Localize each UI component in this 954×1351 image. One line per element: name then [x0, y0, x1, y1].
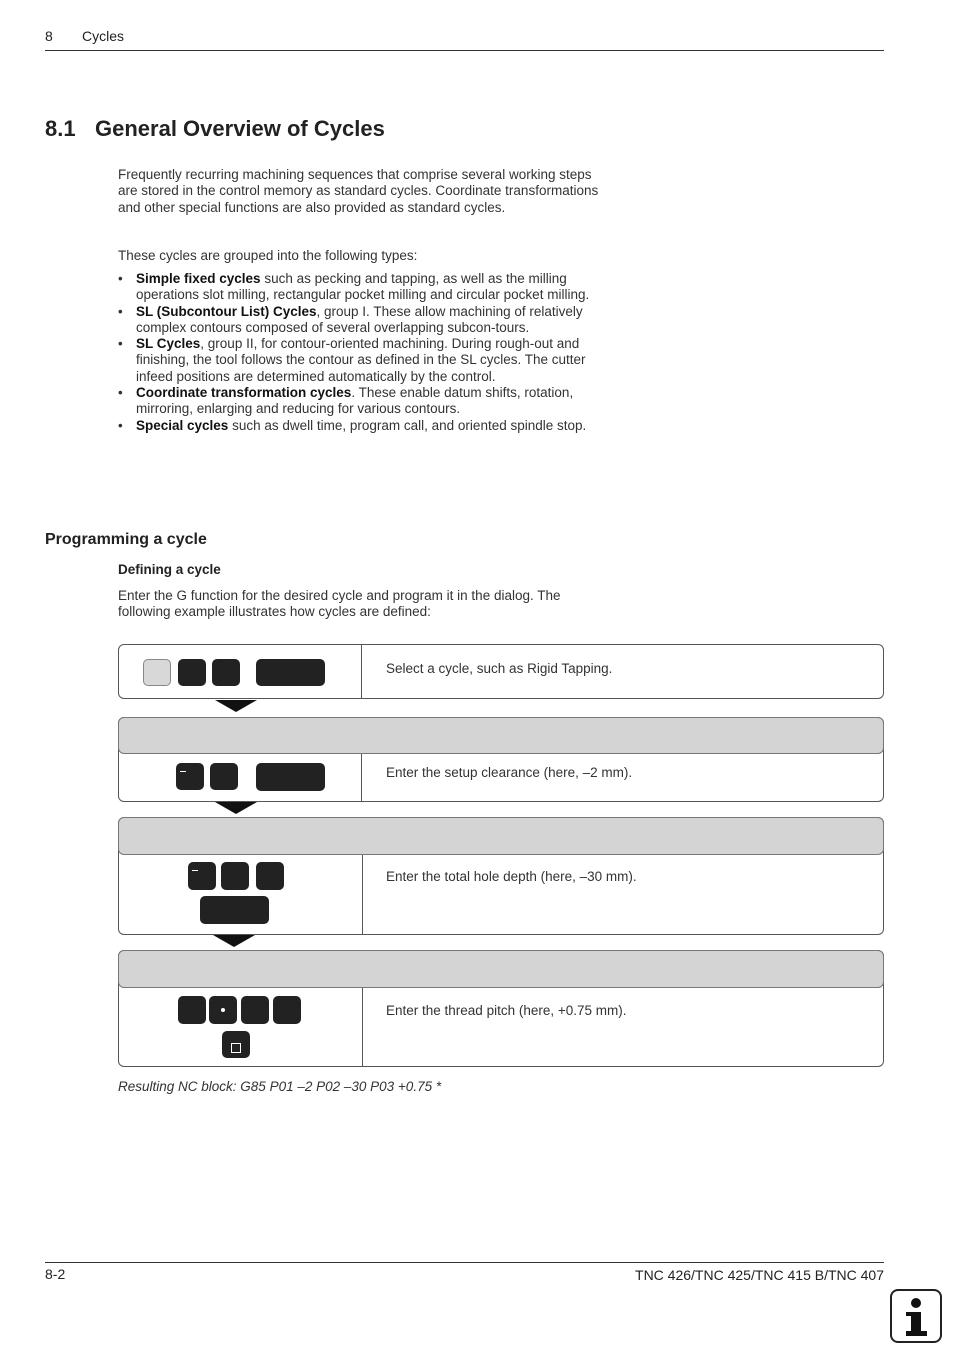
- digit-key[interactable]: [256, 862, 284, 890]
- decimal-point-key[interactable]: [209, 996, 237, 1024]
- dialog-bar: [118, 817, 884, 855]
- list-item-bold: Special cycles: [136, 417, 229, 433]
- list-item-text: , group I. These allow machining of relatively complex contours composed of several overlapping subcon-tours.: [136, 303, 583, 335]
- list-item-bold: SL (Subcontour List) Cycles: [136, 303, 317, 319]
- cycl-def-key[interactable]: [143, 659, 171, 686]
- step-1-description: Select a cycle, such as Rigid Tapping.: [386, 661, 613, 676]
- end-block-key[interactable]: [222, 1031, 250, 1058]
- info-icon: [890, 1289, 942, 1343]
- step-2-description: Enter the setup clearance (here, –2 mm).: [386, 765, 633, 780]
- intro-text-1: Frequently recurring machining sequences that comprise several working steps are stored in the control memory as standard cycles. Coordinate transformations and other special functions are also provided as standard cycles.: [118, 167, 599, 215]
- step-4-divider: [362, 988, 363, 1066]
- list-item: [118, 304, 603, 337]
- defining-subheading: Defining a cycle: [118, 562, 221, 577]
- digit-key[interactable]: [178, 996, 206, 1024]
- step-1-divider: [361, 645, 362, 698]
- digit-key[interactable]: [212, 659, 240, 686]
- info-icon-base: [906, 1331, 927, 1336]
- minus-icon: [192, 870, 198, 871]
- digit-key[interactable]: [221, 862, 249, 890]
- header-page-number: 8: [45, 28, 53, 44]
- down-arrow-icon: [215, 802, 257, 814]
- info-icon-stem: [911, 1312, 921, 1332]
- down-arrow-icon: [215, 700, 257, 712]
- defining-text: Enter the G function for the desired cycle and program it in the dialog. The following example illustrates how cycles are defined:: [118, 588, 561, 620]
- list-item-text: , group II, for contour-oriented machining. During rough-out and finishing, the tool follows the contour as defined in the SL cycles. The cutter infeed positions are determined automatically by the control.: [136, 336, 586, 384]
- step-3-description: Enter the total hole depth (here, –30 mm).: [386, 869, 637, 884]
- list-item: [118, 336, 603, 385]
- step-3-divider: [362, 855, 363, 934]
- intro-paragraph-2: [118, 248, 603, 264]
- defining-paragraph: [118, 588, 603, 621]
- list-item-text: such as dwell time, program call, and oriented spindle stop.: [228, 417, 587, 433]
- step-2-divider: [361, 754, 362, 801]
- end-block-icon: [231, 1043, 241, 1053]
- footer-rule: [45, 1262, 884, 1263]
- decimal-point-icon: [221, 1008, 225, 1012]
- section-title: [45, 116, 385, 142]
- minus-key[interactable]: [188, 862, 216, 890]
- intro-paragraph-1: [118, 167, 603, 216]
- dialog-bar: [118, 717, 884, 754]
- section-number: 8.1: [45, 116, 76, 141]
- list-item-bold: Coordinate transformation cycles: [136, 385, 352, 401]
- digit-key[interactable]: [273, 996, 301, 1024]
- list-item-text: . These enable datum shifts, rotation, mirroring, enlarging and reducing for various contours.: [136, 385, 574, 417]
- minus-icon: [180, 771, 186, 772]
- section-title-text: General Overview of Cycles: [95, 116, 385, 141]
- digit-key[interactable]: [178, 659, 206, 686]
- ent-key[interactable]: [200, 896, 269, 924]
- digit-key[interactable]: [210, 763, 238, 790]
- list-item: [118, 385, 603, 418]
- list-item: [118, 418, 603, 434]
- dialog-bar: [118, 950, 884, 988]
- list-item-text: such as pecking and tapping, as well as the milling operations slot milling, rectangular pocket milling and circular pocket milling.: [136, 271, 590, 303]
- down-arrow-icon: [213, 935, 255, 947]
- header-rule: [45, 50, 884, 51]
- footer-page: 8-2: [45, 1266, 66, 1282]
- list-item-bold: Simple fixed cycles: [136, 271, 261, 286]
- ent-key[interactable]: [256, 763, 325, 791]
- step-4-description: Enter the thread pitch (here, +0.75 mm).: [386, 1003, 627, 1018]
- programming-heading: Programming a cycle: [45, 531, 207, 548]
- digit-key[interactable]: [241, 996, 269, 1024]
- info-icon-dot: [911, 1298, 921, 1308]
- intro-text-2: These cycles are grouped into the following types:: [118, 248, 418, 263]
- footer-model: TNC 426/TNC 425/TNC 415 B/TNC 407: [635, 1267, 884, 1283]
- minus-key[interactable]: [176, 763, 204, 790]
- list-item: [118, 271, 603, 304]
- cycle-types-list: [118, 271, 603, 434]
- resulting-nc-block: Resulting NC block: G85 P01 –2 P02 –30 P03 +0.75 *: [118, 1079, 442, 1094]
- ent-key[interactable]: [256, 659, 325, 686]
- header-chapter: Cycles: [82, 28, 125, 44]
- list-item-bold: SL Cycles: [136, 336, 201, 352]
